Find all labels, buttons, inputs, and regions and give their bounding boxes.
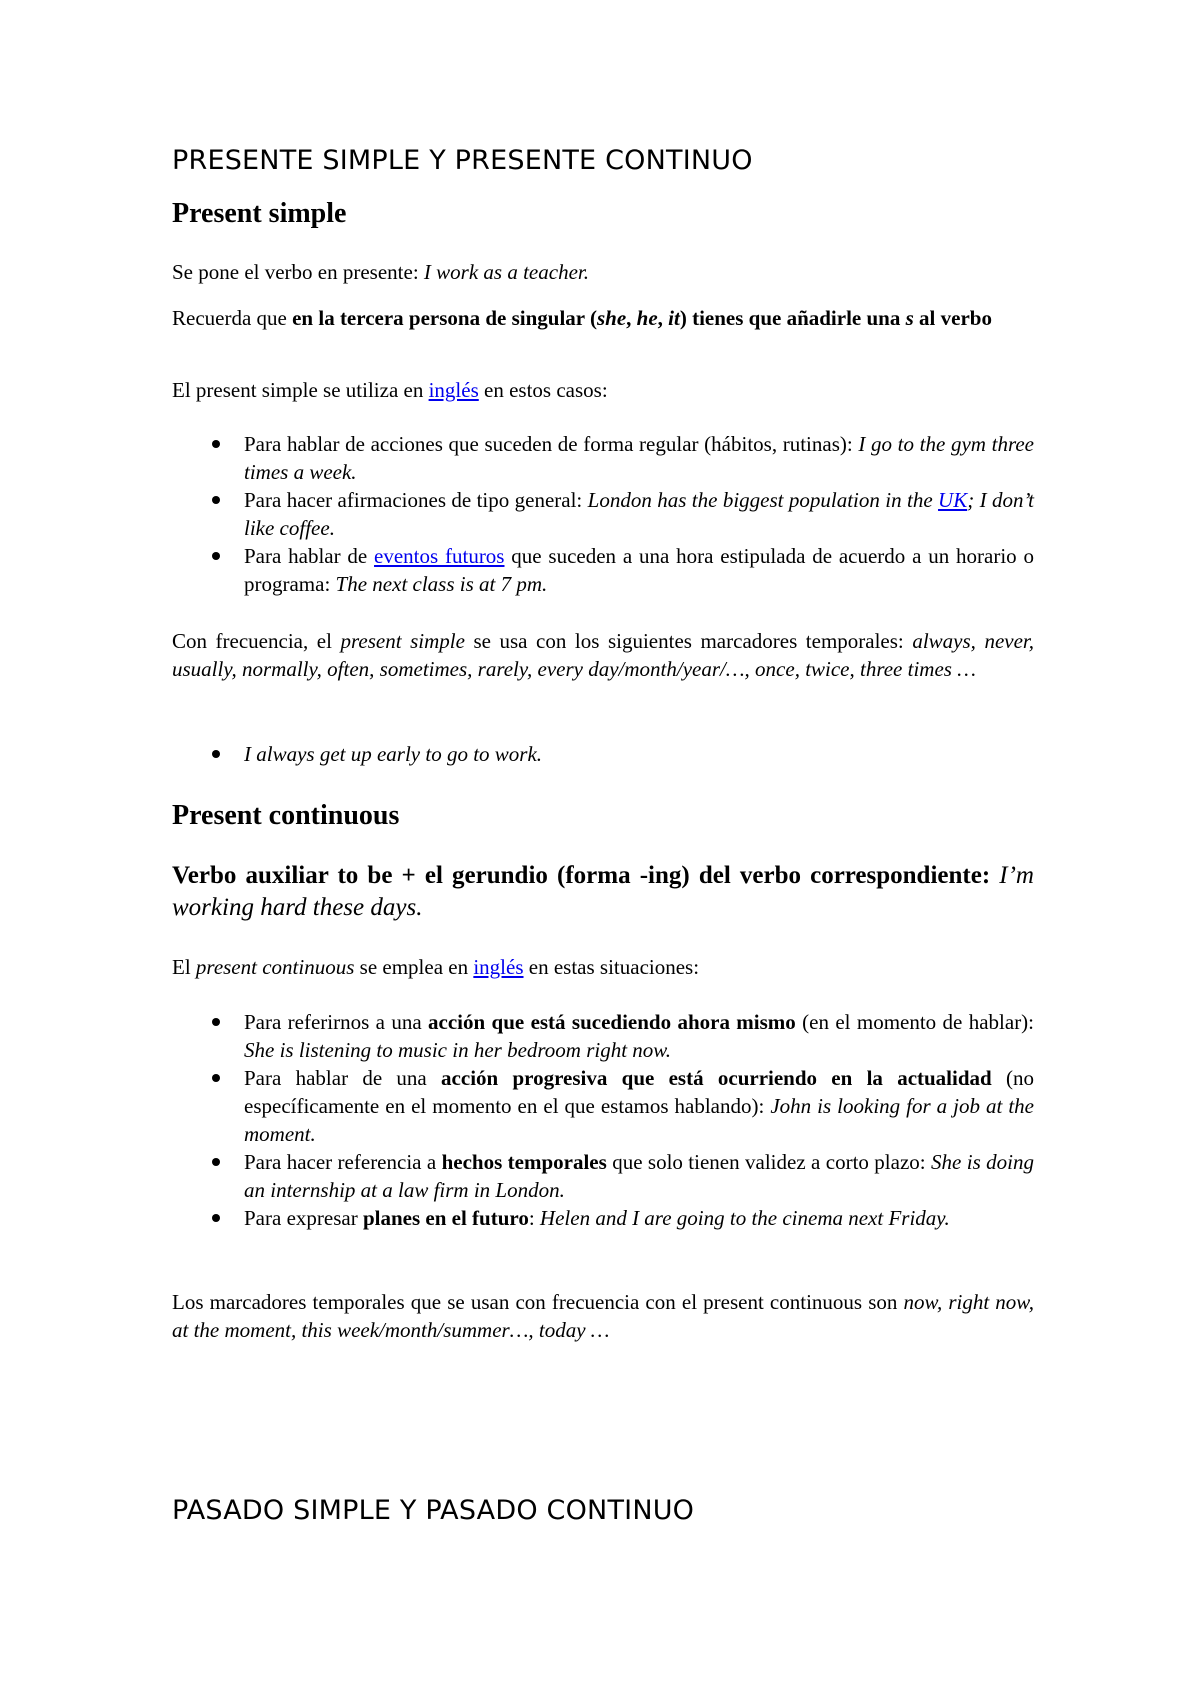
text: El — [172, 955, 196, 979]
markers-text: always, never, usually, normally, often, sometimes, rarely, every day/month/year/…, once, twice, three times … — [172, 629, 1034, 681]
text: Para hablar de — [244, 544, 375, 568]
text: se emplea en — [354, 955, 474, 979]
text: Para referirnos a una — [244, 1010, 429, 1034]
example-text: I go to the gym three times a week. — [244, 432, 1034, 484]
list-item — [172, 486, 1034, 542]
letter-s: s — [905, 306, 914, 330]
bold-text: planes en el futuro — [362, 1206, 529, 1230]
text: El present simple se utiliza en — [172, 378, 429, 402]
example-text: I always get up early to go to work. — [244, 742, 543, 766]
text: (no específicamente en el momento en el que estamos hablando): — [244, 1066, 1034, 1118]
italic-text: present continuous — [195, 955, 355, 979]
present-continuous-uses-list — [172, 1008, 1034, 1232]
example-text: I work as a teacher. — [423, 260, 589, 284]
text: Para hacer referencia a — [244, 1150, 442, 1174]
markers-text: now, right now, at the moment, this week/month/summer…, today … — [172, 1290, 1034, 1342]
text: Se pone el verbo en presente: — [172, 260, 424, 284]
list-item — [172, 430, 1034, 486]
present-simple-uses-list — [172, 430, 1034, 598]
bullet-icon — [212, 552, 220, 560]
text: ; I don’t like coffee. — [244, 488, 1034, 540]
bullet-icon — [212, 1074, 220, 1082]
bold-text: acción progresiva que está ocurriendo en la actualidad — [441, 1066, 992, 1090]
bullet-icon — [212, 1158, 220, 1166]
text: que suceden a una hora estipulada de acuerdo a un horario o programa: — [244, 544, 1034, 596]
example-text: Helen and I are going to the cinema next Friday. — [539, 1206, 950, 1230]
text: Para hablar de acciones que suceden de forma regular (hábitos, rutinas): — [244, 432, 859, 456]
text: en la tercera persona de singular ( — [292, 306, 597, 330]
list-item — [172, 740, 1034, 768]
text: se usa con los siguientes marcadores temporales: — [464, 629, 913, 653]
text: Con frecuencia, el — [172, 629, 341, 653]
paragraph-pc-time-markers — [172, 1288, 1034, 1344]
bullet-icon — [212, 1018, 220, 1026]
example-text: John is looking for a job at the moment. — [244, 1094, 1034, 1146]
heading-present-simple: Present simple — [172, 198, 347, 229]
link-uk[interactable]: UK — [938, 488, 968, 512]
bold-text: acción que está sucediendo ahora mismo — [428, 1010, 796, 1034]
text: Recuerda que — [172, 306, 293, 330]
text: , — [657, 306, 669, 330]
bold-text: Verbo auxiliar to be + el gerundio (forma -ing) del verbo correspondiente: — [172, 862, 1000, 889]
text: Los marcadores temporales que se usan con frecuencia con el present continuous son — [172, 1290, 904, 1314]
example-text: She is doing an internship at a law firm in London. — [244, 1150, 1034, 1202]
list-item — [172, 542, 1034, 598]
paragraph-present-simple-form — [172, 258, 589, 286]
text: London has the biggest population in the — [587, 488, 939, 512]
heading-present-continuous: Present continuous — [172, 800, 400, 831]
text: al verbo — [913, 306, 992, 330]
bold-text: hechos temporales — [441, 1150, 607, 1174]
italic-text: present simple — [340, 629, 465, 653]
text: que solo tienen validez a corto plazo: — [606, 1150, 932, 1174]
text: Para hacer afirmaciones de tipo general: — [244, 488, 588, 512]
paragraph-pc-uses-intro — [172, 953, 699, 981]
pronoun-it: it — [668, 306, 680, 330]
present-simple-example-list — [172, 740, 1034, 768]
paragraph-uses-intro — [172, 376, 608, 404]
text: ) tienes que añadirle una — [679, 306, 906, 330]
paragraph-present-continuous-form — [172, 860, 1034, 924]
bullet-icon — [212, 440, 220, 448]
link-ingles[interactable]: inglés — [428, 378, 479, 402]
bold-text — [292, 306, 992, 330]
list-item — [172, 1064, 1034, 1148]
link-ingles-2[interactable]: inglés — [473, 955, 524, 979]
pronoun-she: she — [596, 306, 627, 330]
text: : — [528, 1206, 540, 1230]
bullet-icon — [212, 496, 220, 504]
example-text: The next class is at 7 pm. — [335, 572, 548, 596]
text: en estos casos: — [478, 378, 608, 402]
pronoun-he: he — [636, 306, 658, 330]
text: en estas situaciones: — [523, 955, 700, 979]
example-text: I’m working hard these days. — [172, 862, 1034, 921]
list-item — [172, 1008, 1034, 1064]
list-item — [172, 1204, 1034, 1232]
bullet-icon — [212, 750, 220, 758]
text: Para hablar de una — [244, 1066, 442, 1090]
paragraph-time-markers — [172, 627, 1034, 683]
example-text: She is listening to music in her bedroom right now. — [244, 1038, 671, 1062]
link-eventos-futuros[interactable]: eventos futuros — [374, 544, 505, 568]
list-item — [172, 1148, 1034, 1204]
text: Para expresar — [244, 1206, 363, 1230]
paragraph-third-person-rule — [172, 304, 1034, 332]
section-title-pasado: PASADO SIMPLE Y PASADO CONTINUO — [172, 1495, 695, 1526]
text: (en el momento de hablar): — [795, 1010, 1035, 1034]
bullet-icon — [212, 1214, 220, 1222]
section-title-presente: PRESENTE SIMPLE Y PRESENTE CONTINUO — [172, 145, 753, 176]
text: , — [626, 306, 637, 330]
